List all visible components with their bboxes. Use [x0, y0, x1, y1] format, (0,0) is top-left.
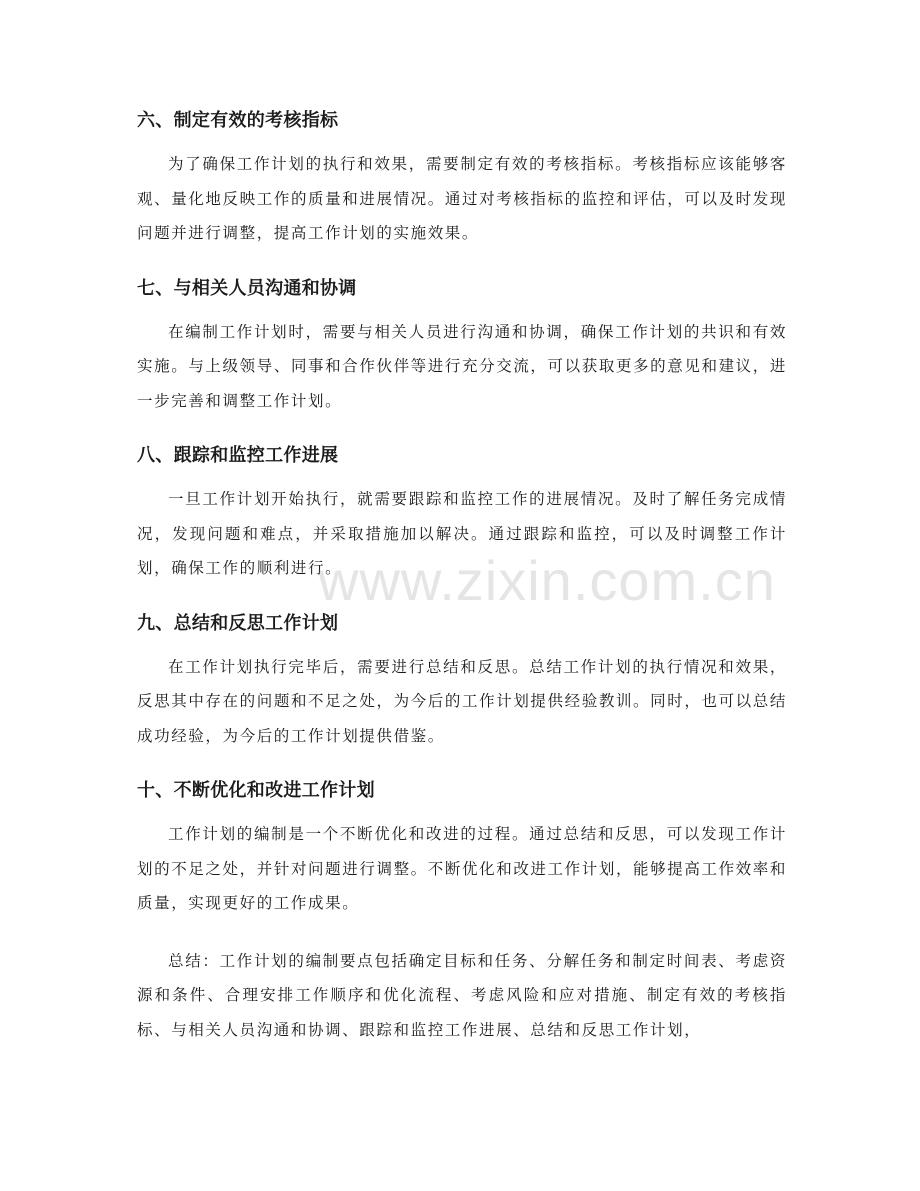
section-heading: 六、制定有效的考核指标: [137, 110, 339, 131]
document-body: [137, 106, 787, 1070]
section-paragraph: 工作计划的编制是一个不断优化和改进的过程。通过总结和反思，可以发现工作计划的不足之处，并针对问题进行调整。不断优化和改进工作计划，能够提高工作效率和质量，实现更好的工作成果。: [137, 825, 787, 912]
section-paragraph: 为了确保工作计划的执行和效果，需要制定有效的考核指标。考核指标应该能够客观、量化地反映工作的质量和进展情况。通过对考核指标的监控和评估，可以及时发现问题并进行调整，提高工作计划的实施效果。: [137, 155, 787, 242]
section-heading: 八、跟踪和监控工作进展: [137, 445, 339, 466]
watermark-text: www.zixin.com.cn: [318, 549, 776, 612]
section-paragraph: 一旦工作计划开始执行，就需要跟踪和监控工作的进展情况。及时了解任务完成情况，发现问题和难点，并采取措施加以解决。通过跟踪和监控，可以及时调整工作计划，确保工作的顺利进行。: [137, 490, 787, 577]
section-heading: 九、总结和反思工作计划: [137, 612, 339, 634]
section-8: [137, 441, 787, 586]
section-10: [137, 776, 787, 921]
section-7: [137, 274, 787, 419]
section-9: [137, 609, 787, 754]
section-paragraph: 在工作计划执行完毕后，需要进行总结和反思。总结工作计划的执行情况和效果，反思其中存在的问题和不足之处，为今后的工作计划提供经验教训。同时，也可以总结成功经验，为今后的工作计划提供借鉴。: [137, 657, 787, 745]
section-6: [137, 106, 787, 251]
section-heading: 十、不断优化和改进工作计划: [137, 780, 375, 801]
summary-paragraph: 总结：工作计划的编制要点包括确定目标和任务、分解任务和制定时间表、考虑资源和条件、合理安排工作顺序和优化流程、考虑风险和应对措施、制定有效的考核指标、与相关人员沟通和协调、跟踪和监控工作进展、总结和反思工作计划，: [137, 951, 787, 1039]
section-paragraph: 在编制工作计划时，需要与相关人员进行沟通和协调，确保工作计划的共识和有效实施。与上级领导、同事和合作伙伴等进行充分交流，可以获取更多的意见和建议，进一步完善和调整工作计划。: [137, 322, 787, 410]
section-heading: 七、与相关人员沟通和协调: [137, 277, 357, 299]
